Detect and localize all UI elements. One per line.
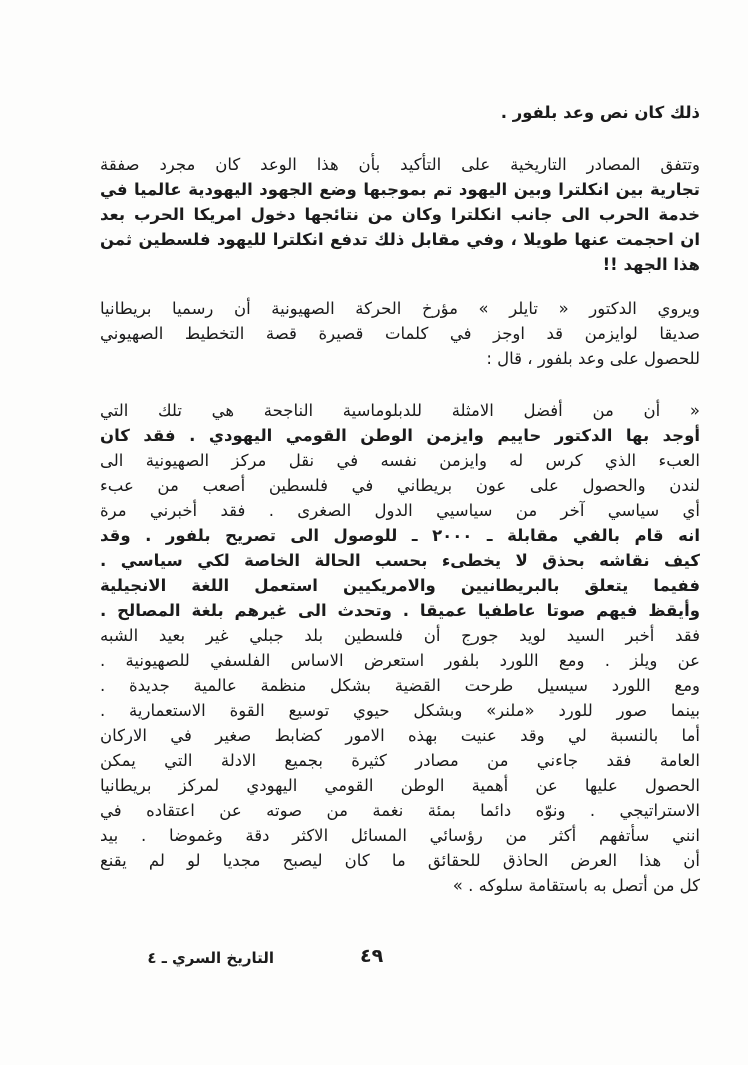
text-line: كل من أتصل به باستقامة سلوكه . » — [452, 876, 700, 895]
text-line: صديقا لوايزمن قد اوجز في كلمات قصيرة قصة التخطيط الصهيوني — [100, 324, 700, 343]
text-line: لندن والحصول على عون بريطاني في فلسطين أصعب من عبء — [100, 476, 700, 495]
text-line: « أن من أفضل الامثلة للدبلوماسية الناجحة هي تلك التي — [100, 401, 700, 420]
paragraph-taylor — [100, 296, 700, 371]
text-line: أي سياسي آخر من سياسيي الدول الصغرى . فقد أخبرني مرة — [100, 501, 700, 520]
text-line: وأيقظ فيهم صوتا عاطفيا عميقا . وتحدث الى غيرهم بلغة المصالح . — [100, 601, 700, 620]
paragraph-quote — [100, 398, 700, 898]
text-line: وتتفق المصادر التاريخية على التأكيد بأن هذا الوعد كان مجرد صفقة — [100, 155, 700, 174]
text-line: تجارية بين انكلترا وبين اليهود تم بموجبها وضع الجهود اليهودية عالميا في — [100, 180, 700, 199]
text-line: العبء الذي كرس له وايزمن نفسه في نقل مركز الصهيونية الى — [100, 451, 700, 470]
text-line: ويروي الدكتور « تايلر » مؤرخ الحركة الصهيونية أن رسميا بريطانيا — [100, 299, 700, 318]
text-line: فقد أخبر السيد لويد جورج أن فلسطين بلد جبلي غير بعيد الشبه — [100, 626, 700, 645]
text-line: عن ويلز . ومع اللورد بلفور استعرض الاساس الفلسفي للصهيونية . — [100, 651, 700, 670]
text-line: ومع اللورد سيسيل طرحت القضية بشكل منظمة عالمية جديدة . — [100, 676, 700, 695]
text-line: ففيما يتعلق بالبريطانيين والامريكيين استعمل اللغة الانجيلية — [100, 576, 700, 595]
text-line: انني سأتفهم أكثر من رؤسائي المسائل الاكثر دقة وغموضا . بيد — [100, 826, 700, 845]
paragraph-intro — [100, 100, 700, 125]
text-line: الاستراتيجي . ونوّه دائما بمئة نغمة من صوته عن اعتقاده في — [100, 801, 700, 820]
paragraph-sources — [100, 152, 700, 277]
text-line: أما بالنسبة لي وقد عنيت بهذه الامور كضابط صغير في الاركان — [100, 726, 700, 745]
text-line: الحصول عليها عن أهمية الوطن القومي اليهودي لمركز بريطانيا — [100, 776, 700, 795]
text-line: العامة فقد جاءني من مصادر كثيرة بجميع الادلة التي يمكن — [100, 751, 700, 770]
text-line: ذلك كان نص وعد بلفور . — [500, 103, 700, 122]
text-line: أوجد بها الدكتور حاييم وايزمن الوطن القومي اليهودي . فقد كان — [100, 426, 700, 445]
text-line: بينما صور للورد «ملنر» وبشكل حيوي توسيع القوة الاستعمارية . — [100, 701, 700, 720]
text-line: أن هذا العرض الحاذق للحقائق ما كان ليصبح مجديا لو لم يقنع — [100, 851, 700, 870]
text-line: انه قام بالفي مقابلة ـ ٢٠٠٠ ـ للوصول الى تصريح بلفور . وقد — [100, 526, 700, 545]
text-line: ان احجمت عنها طويلا ، وفي مقابل ذلك تدفع انكلترا لليهود فلسطين ثمن — [100, 230, 700, 249]
text-line: هذا الجهد !! — [602, 255, 700, 274]
text-line: خدمة الحرب الى جانب انكلترا وكان من نتائجها دخول امريكا الحرب بعد — [100, 205, 700, 224]
page-number: ٤٩ — [360, 945, 384, 967]
page-footer — [0, 945, 748, 975]
text-line: كيف نقاشه بحذق لا يخطىء بحسب الحالة الخاصة لكي سياسي . — [100, 551, 700, 570]
running-footer-title: التاريخ السري ـ ٤ — [147, 949, 274, 967]
text-line: للحصول على وعد بلفور ، قال : — [486, 349, 700, 368]
